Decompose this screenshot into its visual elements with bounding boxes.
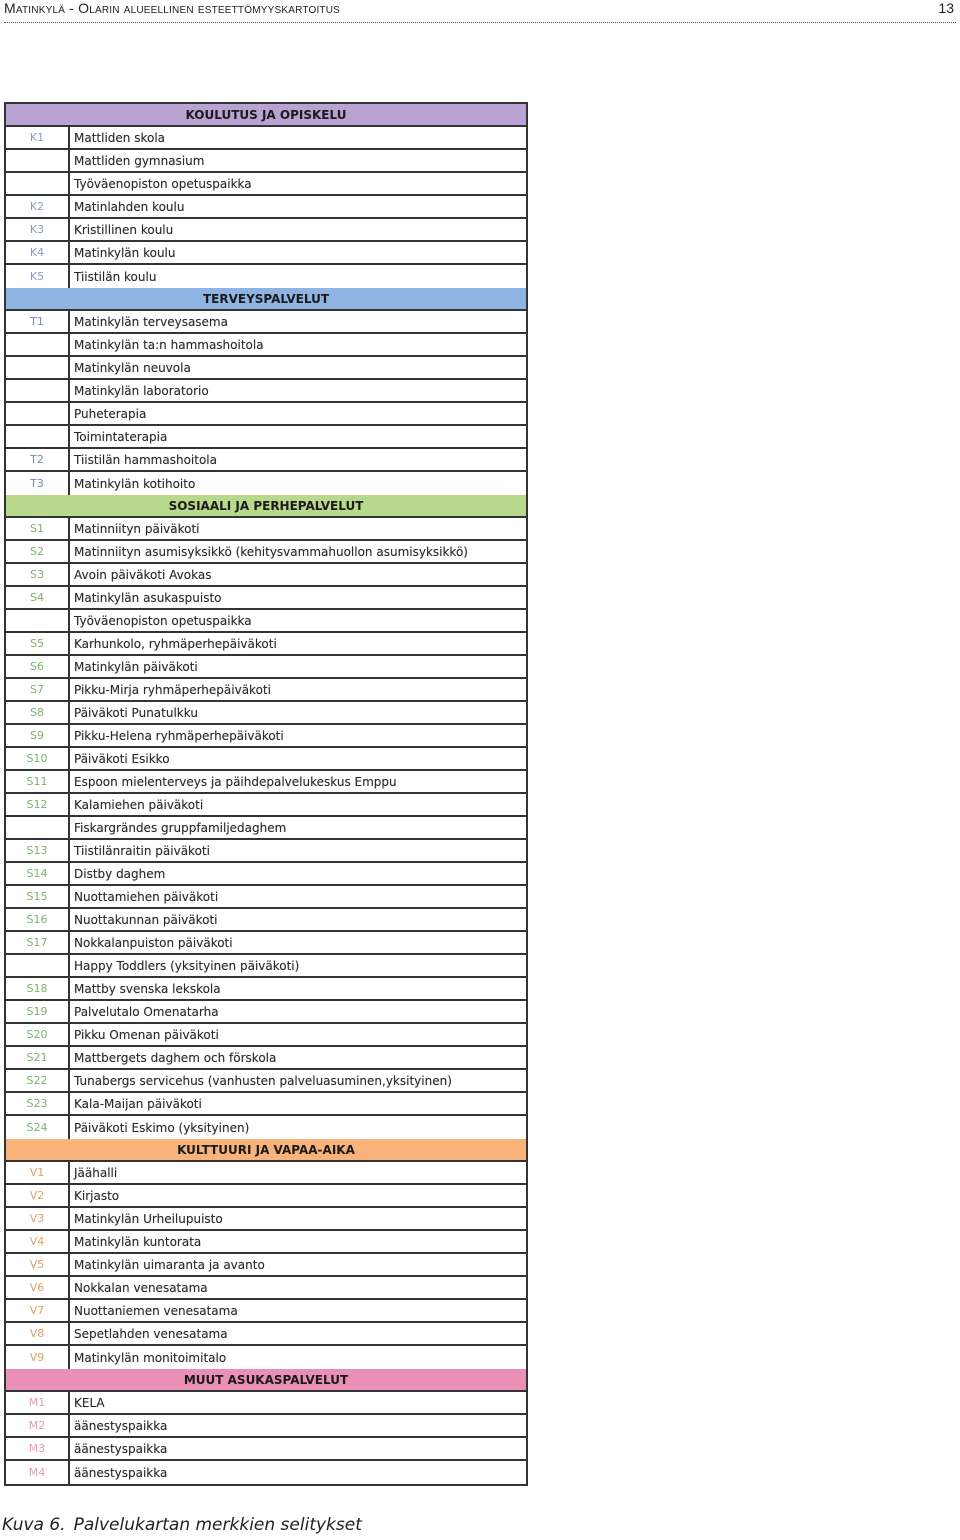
service-name: Nokkalan venesatama (74, 1280, 208, 1295)
service-name: Päiväkoti Eskimo (yksityinen) (74, 1120, 250, 1135)
marker-code: M2 (6, 1415, 70, 1436)
service-name: KELA (74, 1395, 105, 1410)
legend-row (6, 587, 526, 610)
service-name: Karhunkolo, ryhmäperhepäiväkoti (74, 636, 277, 651)
marker-code: S18 (6, 978, 70, 999)
service-name: Tunabergs servicehus (vanhusten palveluasuminen,yksityinen) (74, 1073, 452, 1088)
legend-row (6, 817, 526, 840)
legend-row (6, 1438, 526, 1461)
marker-code: S3 (6, 564, 70, 585)
marker-code: V9 (6, 1346, 70, 1369)
marker-code: T1 (6, 311, 70, 332)
legend-section (6, 1139, 526, 1369)
page-header (4, 0, 956, 23)
legend-row (6, 219, 526, 242)
service-name: Kirjasto (74, 1188, 120, 1203)
service-name: Mattliden skola (74, 130, 166, 145)
service-name: Puheterapia (74, 406, 147, 421)
service-name: Tiistilän koulu (74, 269, 157, 284)
marker-code: V2 (6, 1185, 70, 1206)
legend-row (6, 541, 526, 564)
legend-row (6, 265, 526, 288)
marker-code: V4 (6, 1231, 70, 1252)
legend-row (6, 1001, 526, 1024)
marker-code (6, 610, 70, 631)
service-name: äänestyspaikka (74, 1441, 168, 1456)
marker-code: S5 (6, 633, 70, 654)
service-name: Nokkalanpuiston päiväkoti (74, 935, 233, 950)
marker-code: K5 (6, 265, 70, 288)
legend-row (6, 1070, 526, 1093)
legend-row (6, 955, 526, 978)
marker-code (6, 150, 70, 171)
service-name: Tiistilänraitin päiväkoti (74, 843, 210, 858)
marker-code: S15 (6, 886, 70, 907)
marker-code: V8 (6, 1323, 70, 1344)
caption-label: Kuva 6. (2, 1515, 66, 1535)
legend-row (6, 886, 526, 909)
marker-code: S23 (6, 1093, 70, 1114)
marker-code (6, 426, 70, 447)
marker-code: V5 (6, 1254, 70, 1275)
service-name: Happy Toddlers (yksityinen päiväkoti) (74, 958, 300, 973)
legend-row (6, 311, 526, 334)
legend-row (6, 1415, 526, 1438)
marker-code: S17 (6, 932, 70, 953)
service-name: Matinniityn asumisyksikkö (kehitysvammahuollon asumisyksikkö) (74, 544, 468, 559)
service-name: Työväenopiston opetuspaikka (74, 613, 252, 628)
legend-section (6, 288, 526, 495)
caption-text: Palvelukartan merkkien selitykset (73, 1515, 362, 1535)
service-name: Toimintaterapia (74, 429, 168, 444)
legend-row (6, 242, 526, 265)
legend-section (6, 495, 526, 1139)
legend-row (6, 840, 526, 863)
legend-section (6, 1369, 526, 1484)
section-header: KOULUTUS JA OPISKELU (6, 104, 526, 127)
marker-code: K1 (6, 127, 70, 148)
service-name: Matinkylän kotihoito (74, 476, 196, 491)
legend-row (6, 1116, 526, 1139)
legend-row (6, 1346, 526, 1369)
legend-row (6, 1185, 526, 1208)
marker-code: S8 (6, 702, 70, 723)
service-name: Matinkylän päiväkoti (74, 659, 198, 674)
marker-code: S2 (6, 541, 70, 562)
service-name: Avoin päiväkoti Avokas (74, 567, 212, 582)
marker-code: K4 (6, 242, 70, 263)
legend-row (6, 1254, 526, 1277)
legend-table (4, 102, 528, 1486)
service-name: Kala-Maijan päiväkoti (74, 1096, 202, 1111)
marker-code: S6 (6, 656, 70, 677)
legend-row (6, 633, 526, 656)
marker-code (6, 334, 70, 355)
marker-code (6, 173, 70, 194)
service-name: Pikku-Mirja ryhmäperhepäiväkoti (74, 682, 271, 697)
legend-row (6, 472, 526, 495)
service-name: Matinkylän ta:n hammashoitola (74, 337, 264, 352)
marker-code: S24 (6, 1116, 70, 1139)
legend-row (6, 932, 526, 955)
marker-code: M4 (6, 1461, 70, 1484)
marker-code: S20 (6, 1024, 70, 1045)
marker-code: S7 (6, 679, 70, 700)
legend-row (6, 426, 526, 449)
running-title: Matinkylä - Olarin alueellinen esteettömyyskartoitus (4, 0, 341, 16)
service-name: Matinniityn päiväkoti (74, 521, 200, 536)
service-name: Sepetlahden venesatama (74, 1326, 228, 1341)
service-name: äänestyspaikka (74, 1465, 168, 1480)
service-name: Distby daghem (74, 866, 166, 881)
legend-row (6, 334, 526, 357)
marker-code: M1 (6, 1392, 70, 1413)
marker-code: S22 (6, 1070, 70, 1091)
marker-code: S19 (6, 1001, 70, 1022)
legend-row (6, 656, 526, 679)
legend-row (6, 564, 526, 587)
service-name: Nuottakunnan päiväkoti (74, 912, 218, 927)
service-name: Kalamiehen päiväkoti (74, 797, 204, 812)
marker-code: K2 (6, 196, 70, 217)
legend-row (6, 794, 526, 817)
figure-caption (2, 1515, 362, 1535)
marker-code: S10 (6, 748, 70, 769)
marker-code: S4 (6, 587, 70, 608)
legend-row (6, 1208, 526, 1231)
service-name: Nuottaniemen venesatama (74, 1303, 238, 1318)
legend-row (6, 1093, 526, 1116)
legend-row (6, 771, 526, 794)
marker-code (6, 380, 70, 401)
legend-row (6, 127, 526, 150)
marker-code: S1 (6, 518, 70, 539)
legend-row (6, 610, 526, 633)
legend-section (6, 104, 526, 288)
legend-row (6, 1323, 526, 1346)
marker-code (6, 403, 70, 424)
service-name: Matinkylän koulu (74, 245, 176, 260)
service-name: Päiväkoti Punatulkku (74, 705, 198, 720)
legend-row (6, 1162, 526, 1185)
legend-row (6, 702, 526, 725)
legend-row (6, 173, 526, 196)
service-name: Mattby svenska lekskola (74, 981, 221, 996)
legend-row (6, 748, 526, 771)
legend-row (6, 978, 526, 1001)
section-header: KULTTUURI JA VAPAA-AIKA (6, 1139, 526, 1162)
legend-row (6, 449, 526, 472)
legend-row (6, 1047, 526, 1070)
legend-row (6, 909, 526, 932)
marker-code: S12 (6, 794, 70, 815)
service-name: Työväenopiston opetuspaikka (74, 176, 252, 191)
legend-row (6, 725, 526, 748)
marker-code: V3 (6, 1208, 70, 1229)
marker-code: V7 (6, 1300, 70, 1321)
marker-code: V6 (6, 1277, 70, 1298)
marker-code: M3 (6, 1438, 70, 1459)
legend-row (6, 196, 526, 219)
marker-code: S16 (6, 909, 70, 930)
service-name: Matinkylän kuntorata (74, 1234, 202, 1249)
service-name: Nuottamiehen päiväkoti (74, 889, 219, 904)
service-name: Matinkylän neuvola (74, 360, 191, 375)
marker-code: T2 (6, 449, 70, 470)
legend-row (6, 863, 526, 886)
legend-row (6, 403, 526, 426)
marker-code: K3 (6, 219, 70, 240)
service-name: Matinkylän uimaranta ja avanto (74, 1257, 265, 1272)
marker-code (6, 357, 70, 378)
service-name: Fiskargrändes gruppfamiljedaghem (74, 820, 287, 835)
marker-code: V1 (6, 1162, 70, 1183)
service-name: Tiistilän hammashoitola (74, 452, 217, 467)
service-name: Matinkylän asukaspuisto (74, 590, 222, 605)
section-header: SOSIAALI JA PERHEPALVELUT (6, 495, 526, 518)
service-name: Pikku-Helena ryhmäperhepäiväkoti (74, 728, 284, 743)
service-name: Matinkylän laboratorio (74, 383, 209, 398)
legend-row (6, 518, 526, 541)
service-name: Palvelutalo Omenatarha (74, 1004, 219, 1019)
legend-row (6, 679, 526, 702)
section-header: TERVEYSPALVELUT (6, 288, 526, 311)
marker-code: S13 (6, 840, 70, 861)
service-name: Päiväkoti Esikko (74, 751, 170, 766)
marker-code: S9 (6, 725, 70, 746)
service-name: Mattliden gymnasium (74, 153, 205, 168)
service-name: Mattbergets daghem och förskola (74, 1050, 277, 1065)
marker-code: S21 (6, 1047, 70, 1068)
legend-row (6, 1024, 526, 1047)
service-name: äänestyspaikka (74, 1418, 168, 1433)
service-name: Matinlahden koulu (74, 199, 185, 214)
marker-code: S14 (6, 863, 70, 884)
service-name: Espoon mielenterveys ja päihdepalvelukeskus Emppu (74, 774, 397, 789)
legend-row (6, 357, 526, 380)
legend-row (6, 1461, 526, 1484)
section-header: MUUT ASUKASPALVELUT (6, 1369, 526, 1392)
marker-code (6, 955, 70, 976)
marker-code: S11 (6, 771, 70, 792)
page-number: 13 (938, 0, 954, 16)
service-name: Jäähalli (74, 1165, 118, 1180)
legend-row (6, 1392, 526, 1415)
marker-code: T3 (6, 472, 70, 495)
marker-code (6, 817, 70, 838)
legend-row (6, 150, 526, 173)
service-name: Matinkylän terveysasema (74, 314, 228, 329)
legend-row (6, 1277, 526, 1300)
service-name: Pikku Omenan päiväkoti (74, 1027, 219, 1042)
service-name: Matinkylän monitoimitalo (74, 1350, 227, 1365)
legend-row (6, 1231, 526, 1254)
service-name: Kristillinen koulu (74, 222, 174, 237)
legend-row (6, 1300, 526, 1323)
legend-row (6, 380, 526, 403)
service-name: Matinkylän Urheilupuisto (74, 1211, 223, 1226)
